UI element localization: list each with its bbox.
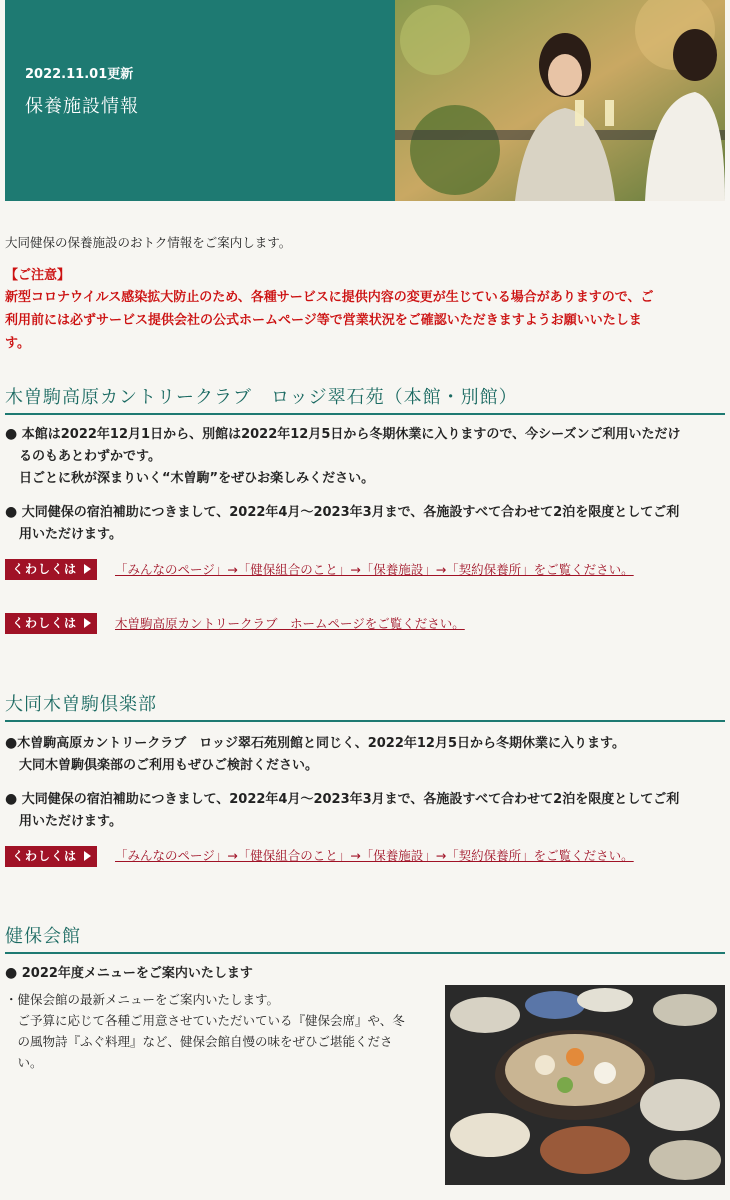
link-contract-facilities[interactable]: 「みんなのページ」→「健保組合のこと」→「保養施設」→「契約保養所」をご覧ください。 xyxy=(115,848,634,863)
link-kisokoma-homepage[interactable]: 木曽駒高原カントリークラブ ホームページをご覧ください。 xyxy=(115,616,465,631)
caution-heading: 【ご注意】 xyxy=(5,268,71,283)
bullet-text: 日ごとに秋が深まりいく“木曽駒”をぜひお楽しみください。 xyxy=(19,471,375,486)
caution-line: す。 xyxy=(5,336,30,351)
bullet-icon: ● xyxy=(5,735,18,751)
caution-line: 利用前には必ずサービス提供会社の公式ホームページ等で営業状況をご確認いただきますようお願いいたしま xyxy=(5,313,642,328)
bullet-icon: ● xyxy=(5,504,18,520)
section3-bullet-1 xyxy=(5,962,723,985)
bullet-text: 用いただけます。 xyxy=(19,527,122,542)
bullet-text: 大同木曽駒倶楽部のご利用もぜひご検討ください。 xyxy=(19,758,319,773)
update-date: 2022.11.01更新 xyxy=(25,67,134,82)
section-title-kisokoma-cc: 木曽駒高原カントリークラブ ロッジ翠石苑（本館・別館） xyxy=(5,383,725,415)
bullet-icon: ● xyxy=(5,791,18,807)
hero-banner xyxy=(5,0,725,201)
food-photo-illustration xyxy=(445,985,725,1185)
more-button-label: くわしくは xyxy=(12,562,78,576)
section-title-daido-kisokoma: 大同木曽駒倶楽部 xyxy=(5,690,725,722)
kenpo-food-photo xyxy=(445,985,725,1185)
description-line: の風物詩『ふぐ料理』など、健保会館自慢の味をぜひご堪能くださ xyxy=(5,1034,393,1049)
bullet-icon: ● xyxy=(5,965,18,981)
bullet-text: るのもあとわずかです。 xyxy=(19,449,161,464)
kenpo-menu-description xyxy=(5,989,435,1073)
hero-title-panel xyxy=(5,0,395,201)
bullet-text: 2022年度メニューをご案内いたします xyxy=(21,966,253,981)
section2-bullet-2 xyxy=(5,788,723,833)
link-contract-facilities[interactable]: 「みんなのページ」→「健保組合のこと」→「保養施設」→「契約保養所」をご覧ください。 xyxy=(115,562,634,577)
page-title: 保養施設情報 xyxy=(25,96,139,117)
more-button[interactable] xyxy=(5,846,97,867)
caution-text xyxy=(5,286,720,355)
more-button-label: くわしくは xyxy=(12,616,78,630)
bullet-text: 大同健保の宿泊補助につきまして、2022年4月～2023年3月まで、各施設すべて合わせて2泊を限度としてご利 xyxy=(21,505,680,520)
arrow-right-icon xyxy=(84,564,91,574)
arrow-right-icon xyxy=(84,851,91,861)
arrow-right-icon xyxy=(84,618,91,628)
description-line: い。 xyxy=(5,1055,43,1070)
more-button[interactable] xyxy=(5,613,97,634)
description-line: ・健保会館の最新メニューをご案内いたします。 xyxy=(5,992,280,1007)
bullet-text: 本館は2022年12月1日から、別館は2022年12月5日から冬期休業に入りますので、今シーズンご利用いただけ xyxy=(21,427,681,442)
hero-photo-illustration xyxy=(395,0,725,201)
section1-bullet-2 xyxy=(5,501,723,546)
section2-bullet-1 xyxy=(5,732,723,777)
caution-line: 新型コロナウイルス感染拡大防止のため、各種サービスに提供内容の変更が生じている場合がありますので、ご xyxy=(5,290,654,305)
bullet-text: 木曽駒高原カントリークラブ ロッジ翠石苑別館と同じく、2022年12月5日から冬期休業に入ります。 xyxy=(17,736,625,751)
description-line: ご予算に応じて各種ご用意させていただいている『健保会席』や、冬 xyxy=(5,1013,405,1028)
section-title-kenpo-kaikan: 健保会館 xyxy=(5,922,725,954)
bullet-text: 大同健保の宿泊補助につきまして、2022年4月～2023年3月まで、各施設すべて合わせて2泊を限度としてご利 xyxy=(21,792,680,807)
bullet-text: 用いただけます。 xyxy=(19,814,122,829)
more-button-label: くわしくは xyxy=(12,849,78,863)
bullet-icon: ● xyxy=(5,426,18,442)
hero-photo xyxy=(395,0,725,201)
intro-text: 大同健保の保養施設のおトク情報をご案内します。 xyxy=(5,235,292,250)
section1-bullet-1 xyxy=(5,423,723,490)
more-button[interactable] xyxy=(5,559,97,580)
